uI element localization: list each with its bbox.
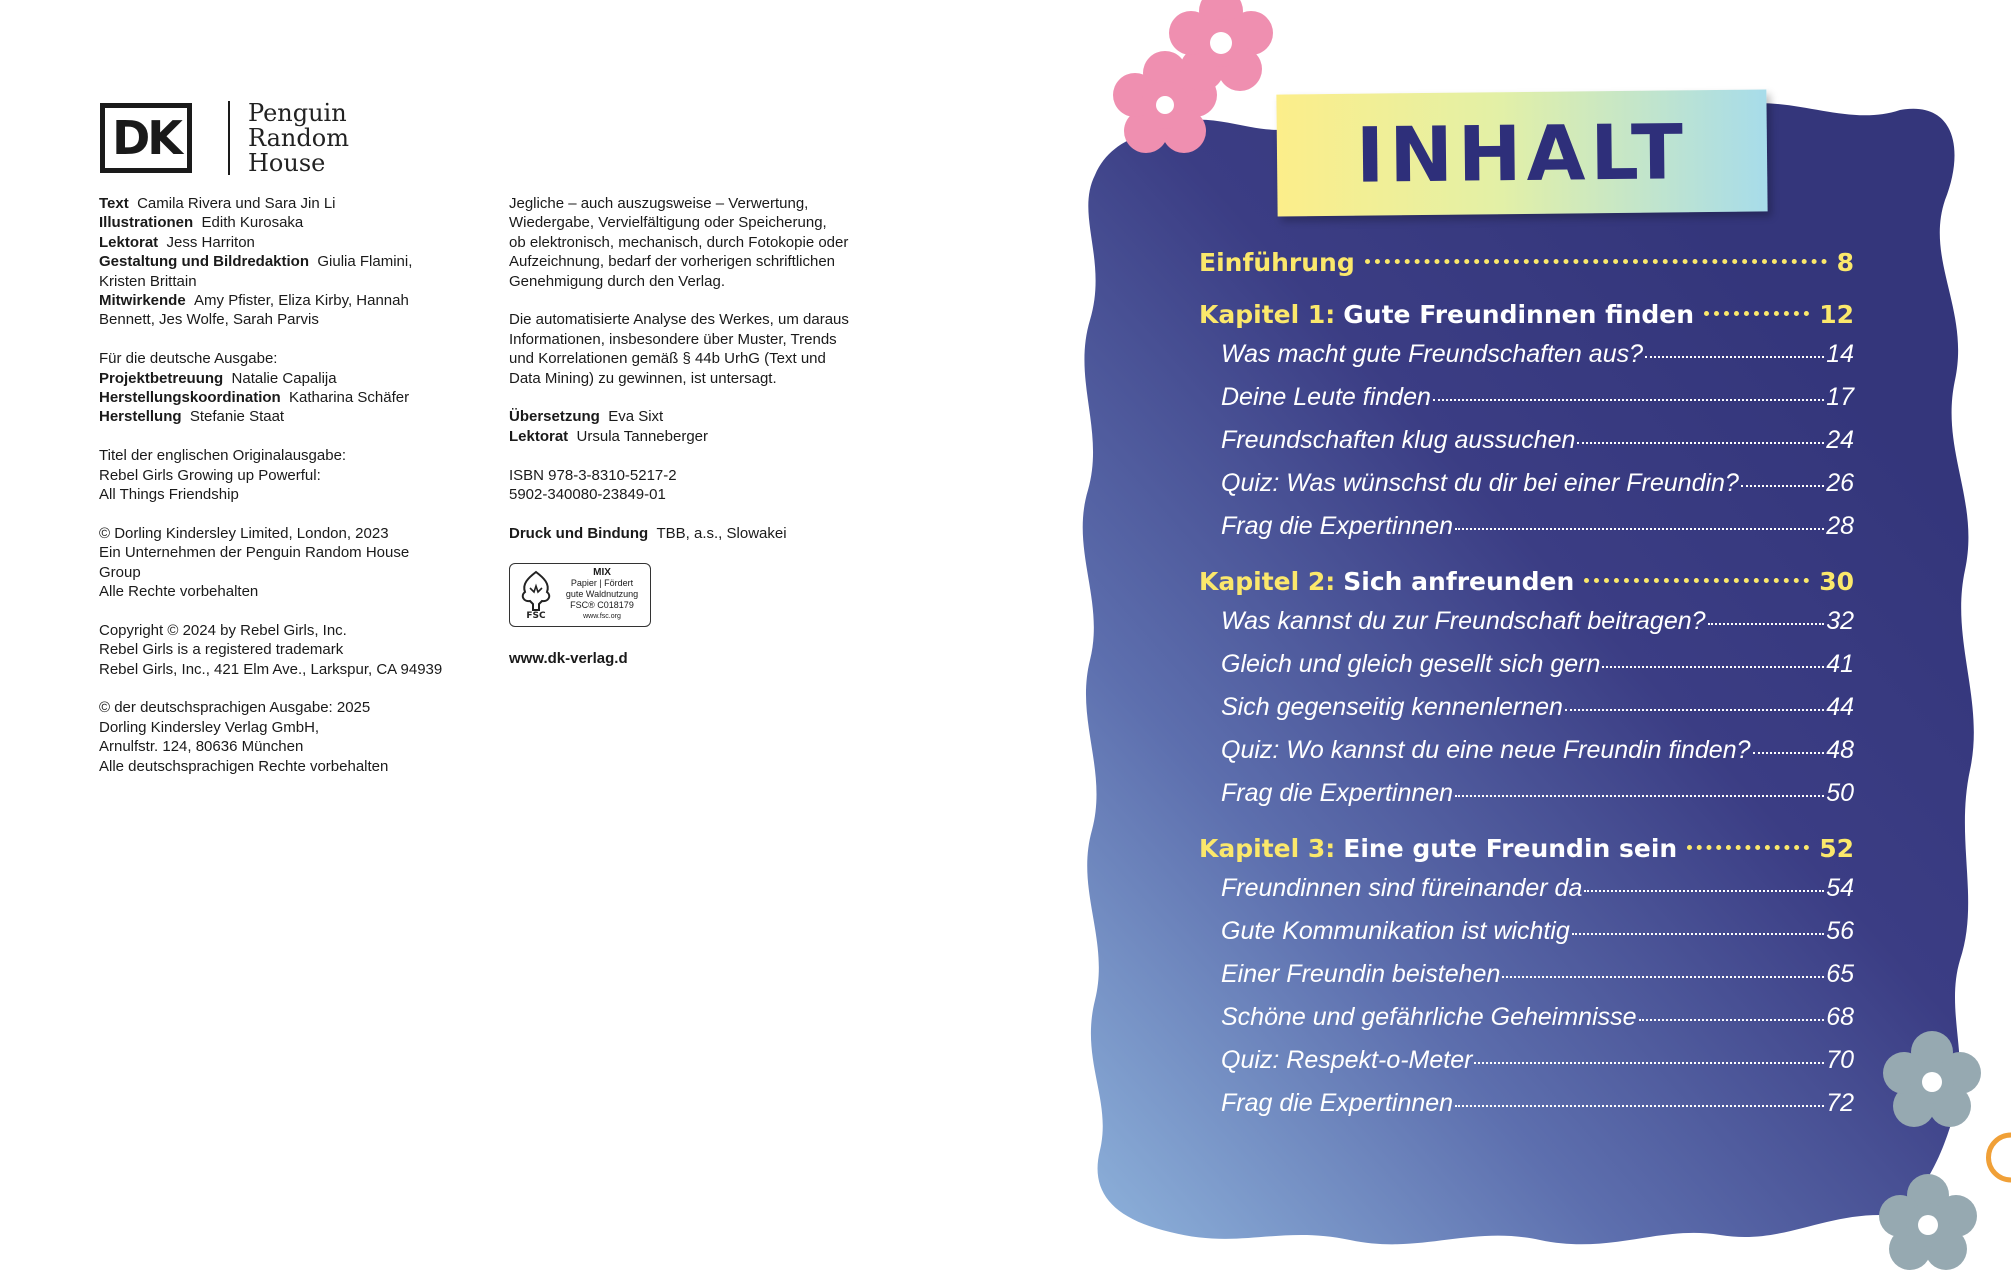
item-title: Quiz: Was wünschst du dir bei einer Freundin? [1221, 469, 1739, 497]
text-block [509, 407, 889, 446]
page-number: 26 [1826, 469, 1854, 497]
item-title: Gute Kommunikation ist wichtig [1221, 917, 1570, 945]
item-title: Was macht gute Freundschaften aus? [1221, 340, 1643, 368]
text-line [99, 524, 479, 543]
legal-blocks [509, 194, 889, 543]
page-number: 52 [1819, 834, 1854, 863]
fsc-text [558, 567, 646, 622]
dot-leader [1455, 795, 1824, 797]
credit-value: Genehmigung durch den Verlag. [509, 272, 725, 290]
credit-label: Projektbetreuung [99, 369, 224, 387]
text-block [99, 698, 479, 776]
credit-value: Amy Pfister, Eliza Kirby, Hannah [194, 292, 409, 310]
text-line [99, 310, 479, 329]
chapter-number: Kapitel 3: [1199, 834, 1336, 863]
text-block [99, 524, 479, 602]
text-block [99, 621, 479, 679]
gray-flower-icon [1872, 1022, 1992, 1142]
credit-value: Alle Rechte vorbehalten [99, 583, 259, 601]
dot-leader [1753, 752, 1825, 754]
item-title: Freundschaften klug aussuchen [1221, 426, 1576, 454]
credit-label: Herstellungskoordination [99, 389, 281, 407]
text-line [509, 330, 889, 349]
text-line [509, 233, 889, 252]
credit-value: Die automatisierte Analyse des Werkes, um daraus [509, 311, 849, 329]
toc-item-row[interactable] [1221, 1089, 1854, 1132]
item-title: Was kannst du zur Freundschaft beitragen? [1221, 607, 1706, 635]
text-block [509, 194, 889, 291]
toc-item-row[interactable] [1221, 1003, 1854, 1046]
text-line [99, 291, 479, 310]
dot-leader [1455, 528, 1824, 530]
page-number: 24 [1826, 426, 1854, 454]
toc-chapter-row[interactable] [1199, 834, 1854, 874]
chapter-title: Sich anfreunden [1343, 567, 1575, 596]
item-title: Deine Leute finden [1221, 383, 1431, 411]
credit-value: Data Mining) zu gewinnen, ist untersagt. [509, 369, 777, 387]
chapter-title: Eine gute Freundin sein [1343, 834, 1678, 863]
page-number: 50 [1826, 779, 1854, 807]
toc-item-row[interactable] [1221, 960, 1854, 1003]
text-line [99, 369, 479, 388]
text-line [509, 310, 889, 329]
toc-page [1020, 0, 2011, 1280]
chapter-title: Einführung [1199, 248, 1355, 277]
credit-label: Text [99, 195, 129, 212]
page-number: 70 [1826, 1046, 1854, 1074]
text-line [99, 407, 479, 426]
toc-item-row[interactable] [1221, 383, 1854, 426]
text-line [509, 485, 889, 504]
penguin-random-house-wordmark [248, 98, 349, 177]
page-number: 32 [1826, 607, 1854, 635]
credit-value: © Dorling Kindersley Limited, London, 2023 [99, 524, 389, 542]
text-line [99, 718, 479, 737]
table-of-contents [1199, 248, 1854, 1132]
toc-item-row[interactable] [1221, 512, 1854, 555]
credit-label: Druck und Bindung [509, 524, 649, 542]
toc-chapter-row[interactable] [1199, 567, 1854, 607]
page-number: 17 [1826, 383, 1854, 411]
page-number: 68 [1826, 1003, 1854, 1031]
credit-value: Eva Sixt [608, 408, 664, 426]
dot-leader [1365, 259, 1827, 264]
dot-leader [1645, 356, 1824, 358]
toc-item-row[interactable] [1221, 736, 1854, 779]
text-line [509, 466, 889, 485]
item-title: Sich gegenseitig kennenlernen [1221, 693, 1563, 721]
credit-value: Informationen, insbesondere über Muster, Trends [509, 330, 837, 348]
credit-value: Katharina Schäfer [289, 389, 410, 407]
toc-spacer [1199, 822, 1854, 834]
credit-value: Für die deutsche Ausgabe: [99, 350, 278, 368]
dot-leader [1704, 311, 1809, 316]
fsc-site: www.fsc.org [583, 613, 621, 621]
logo-divider [228, 101, 230, 175]
page-number: 65 [1826, 960, 1854, 988]
fsc-brand: FSC [526, 610, 546, 621]
text-block [509, 466, 889, 505]
credit-value: Camila Rivera und Sara Jin Li [137, 195, 336, 212]
page-number: 30 [1819, 567, 1854, 596]
credits-column [99, 194, 479, 796]
text-line [99, 621, 479, 640]
credit-label: Lektorat [509, 427, 569, 445]
credit-value: Titel der englischen Originalausgabe: [99, 447, 347, 465]
fsc-line1: Papier | Fördert [570, 578, 634, 589]
text-line [509, 427, 889, 446]
toc-spacer [1199, 288, 1854, 300]
credit-value: Arnulfstr. 124, 80636 München [99, 738, 304, 756]
credit-value: Jess Harriton [166, 233, 255, 251]
dot-leader [1474, 1062, 1824, 1064]
credit-value: Rebel Girls, Inc., 421 Elm Ave., Larkspur, CA 94939 [99, 660, 443, 678]
page-number: 14 [1826, 340, 1854, 368]
dot-leader [1455, 1105, 1824, 1107]
text-line [509, 252, 889, 271]
page-number: 8 [1836, 248, 1854, 277]
dot-leader [1565, 709, 1824, 711]
credit-value: Ein Unternehmen der Penguin Random House [99, 544, 410, 562]
item-title: Quiz: Wo kannst du eine neue Freundin finden? [1221, 736, 1751, 764]
credit-value: und Korrelationen gemäß § 44b UrhG (Text und [509, 350, 826, 368]
toc-item-row[interactable] [1221, 607, 1854, 650]
text-line [99, 349, 479, 368]
text-line [99, 272, 479, 291]
dot-leader [1433, 399, 1824, 401]
credit-value: Wiedergabe, Vervielfältigung oder Speicherung, [509, 214, 827, 232]
toc-item-row[interactable] [1221, 1046, 1854, 1089]
page-number: 72 [1826, 1089, 1854, 1117]
page-number: 28 [1826, 512, 1854, 540]
prh-line: House [248, 148, 326, 177]
chapter-number: Kapitel 1: [1199, 300, 1336, 329]
legal-column [509, 194, 889, 668]
fsc-code: FSC® C018179 [570, 600, 634, 611]
chapter-number: Kapitel 2: [1199, 567, 1336, 596]
pink-flower-icon [1156, 0, 1286, 108]
text-line [99, 194, 479, 213]
credit-value: Giulia Flamini, [317, 253, 413, 271]
text-line [99, 563, 479, 582]
text-block [99, 194, 479, 330]
prh-line: Random [248, 123, 349, 152]
item-title: Freundinnen sind füreinander da [1221, 874, 1583, 902]
credit-label: Übersetzung [509, 408, 600, 426]
text-line [509, 213, 889, 232]
credit-value: Jegliche – auch auszugsweise – Verwertung, [509, 195, 809, 212]
text-line [509, 369, 889, 388]
text-line [99, 660, 479, 679]
text-line [99, 466, 479, 485]
credit-label: Mitwirkende [99, 292, 186, 310]
dot-leader [1584, 578, 1809, 583]
text-block [509, 524, 889, 543]
text-line [509, 272, 889, 291]
text-line [99, 446, 479, 465]
text-block [99, 446, 479, 504]
item-title: Schöne und gefährliche Geheimnisse [1221, 1003, 1637, 1031]
text-line [99, 485, 479, 504]
orange-arc-decoration [1980, 1130, 2011, 1190]
dot-leader [1572, 933, 1824, 935]
toc-item-row[interactable] [1221, 874, 1854, 917]
text-line [99, 213, 479, 232]
text-line [99, 640, 479, 659]
credit-value: © der deutschsprachigen Ausgabe: 2025 [99, 699, 371, 717]
item-title: Frag die Expertinnen [1221, 779, 1454, 807]
dot-leader [1639, 1019, 1825, 1021]
item-title: Einer Freundin beistehen [1221, 960, 1501, 988]
fsc-badge [509, 563, 651, 627]
text-line [99, 582, 479, 601]
credit-value: Copyright © 2024 by Rebel Girls, Inc. [99, 621, 347, 639]
text-line [509, 349, 889, 368]
publisher-logo [100, 98, 349, 178]
credit-value: Rebel Girls Growing up Powerful: [99, 466, 321, 484]
toc-item-row[interactable] [1221, 779, 1854, 822]
credit-label: Lektorat [99, 233, 159, 251]
credit-value: Natalie Capalija [231, 369, 337, 387]
credit-value: Edith Kurosaka [201, 214, 304, 232]
credit-value: Kristen Brittain [99, 272, 197, 290]
toc-item-row[interactable] [1221, 650, 1854, 693]
fsc-tree-icon [514, 568, 558, 622]
fsc-line2: gute Waldnutzung [565, 589, 639, 600]
toc-chapter-row[interactable] [1199, 300, 1854, 340]
credit-value: ob elektronisch, mechanisch, durch Fotokopie oder [509, 233, 849, 251]
toc-spacer [1199, 555, 1854, 567]
item-title: Quiz: Respekt-o-Meter [1221, 1046, 1473, 1074]
text-line [99, 737, 479, 756]
toc-item-row[interactable] [1221, 426, 1854, 469]
credit-value: All Things Friendship [99, 486, 239, 504]
credit-label: Gestaltung und Bildredaktion [99, 253, 310, 271]
prh-line: Penguin [248, 98, 347, 127]
dot-leader [1741, 485, 1824, 487]
text-block [509, 310, 889, 388]
credit-value: Stefanie Staat [189, 408, 285, 426]
text-line [99, 252, 479, 271]
text-line [509, 524, 889, 543]
text-line [99, 543, 479, 562]
credit-value: Alle deutschsprachigen Rechte vorbehalten [99, 757, 389, 775]
credit-value: 5902-340080-23849-01 [509, 486, 666, 504]
dot-leader [1577, 442, 1824, 444]
text-line [509, 194, 889, 213]
toc-item-row[interactable] [1221, 340, 1854, 383]
text-line [99, 388, 479, 407]
page-number: 48 [1826, 736, 1854, 764]
dot-leader [1502, 976, 1824, 978]
text-block [99, 349, 479, 427]
dot-leader [1687, 845, 1809, 850]
website-link[interactable]: www.dk-verlag.d [509, 649, 628, 667]
item-title: Gleich und gleich gesellt sich gern [1221, 650, 1601, 678]
toc-item-row[interactable] [1221, 917, 1854, 960]
chapter-title: Gute Freundinnen finden [1343, 300, 1695, 329]
credit-value: Bennett, Jes Wolfe, Sarah Parvis [99, 311, 319, 329]
text-line [509, 407, 889, 426]
dot-leader [1602, 666, 1824, 668]
credit-value: ISBN 978-3-8310-5217-2 [509, 466, 677, 484]
credit-value: Rebel Girls is a registered trademark [99, 641, 344, 659]
toc-chapter-row[interactable] [1199, 248, 1854, 288]
credit-label: Illustrationen [99, 214, 194, 232]
credit-value: Dorling Kindersley Verlag GmbH, [99, 718, 320, 736]
text-line [99, 698, 479, 717]
item-title: Frag die Expertinnen [1221, 1089, 1454, 1117]
page-number: 44 [1826, 693, 1854, 721]
credit-value: Aufzeichnung, bedarf der vorherigen schriftlichen [509, 253, 836, 271]
item-title: Frag die Expertinnen [1221, 512, 1454, 540]
toc-title-card [1276, 89, 1767, 216]
credit-label: Herstellung [99, 408, 182, 426]
credit-value: Ursula Tanneberger [576, 427, 709, 445]
dk-logo: DK [100, 103, 192, 173]
fsc-mix: MIX [593, 567, 611, 579]
toc-title: INHALT [1355, 106, 1689, 200]
gray-flower-icon [1868, 1165, 1988, 1285]
text-line [99, 233, 479, 252]
page-number: 54 [1826, 874, 1854, 902]
page-number: 56 [1826, 917, 1854, 945]
page-number: 41 [1826, 650, 1854, 678]
dot-leader [1584, 890, 1824, 892]
toc-item-row[interactable] [1221, 693, 1854, 736]
toc-item-row[interactable] [1221, 469, 1854, 512]
credit-value: Group [99, 563, 141, 581]
credit-value: TBB, a.s., Slowakei [656, 524, 787, 542]
text-line [99, 757, 479, 776]
dot-leader [1708, 623, 1825, 625]
page-number: 12 [1819, 300, 1854, 329]
